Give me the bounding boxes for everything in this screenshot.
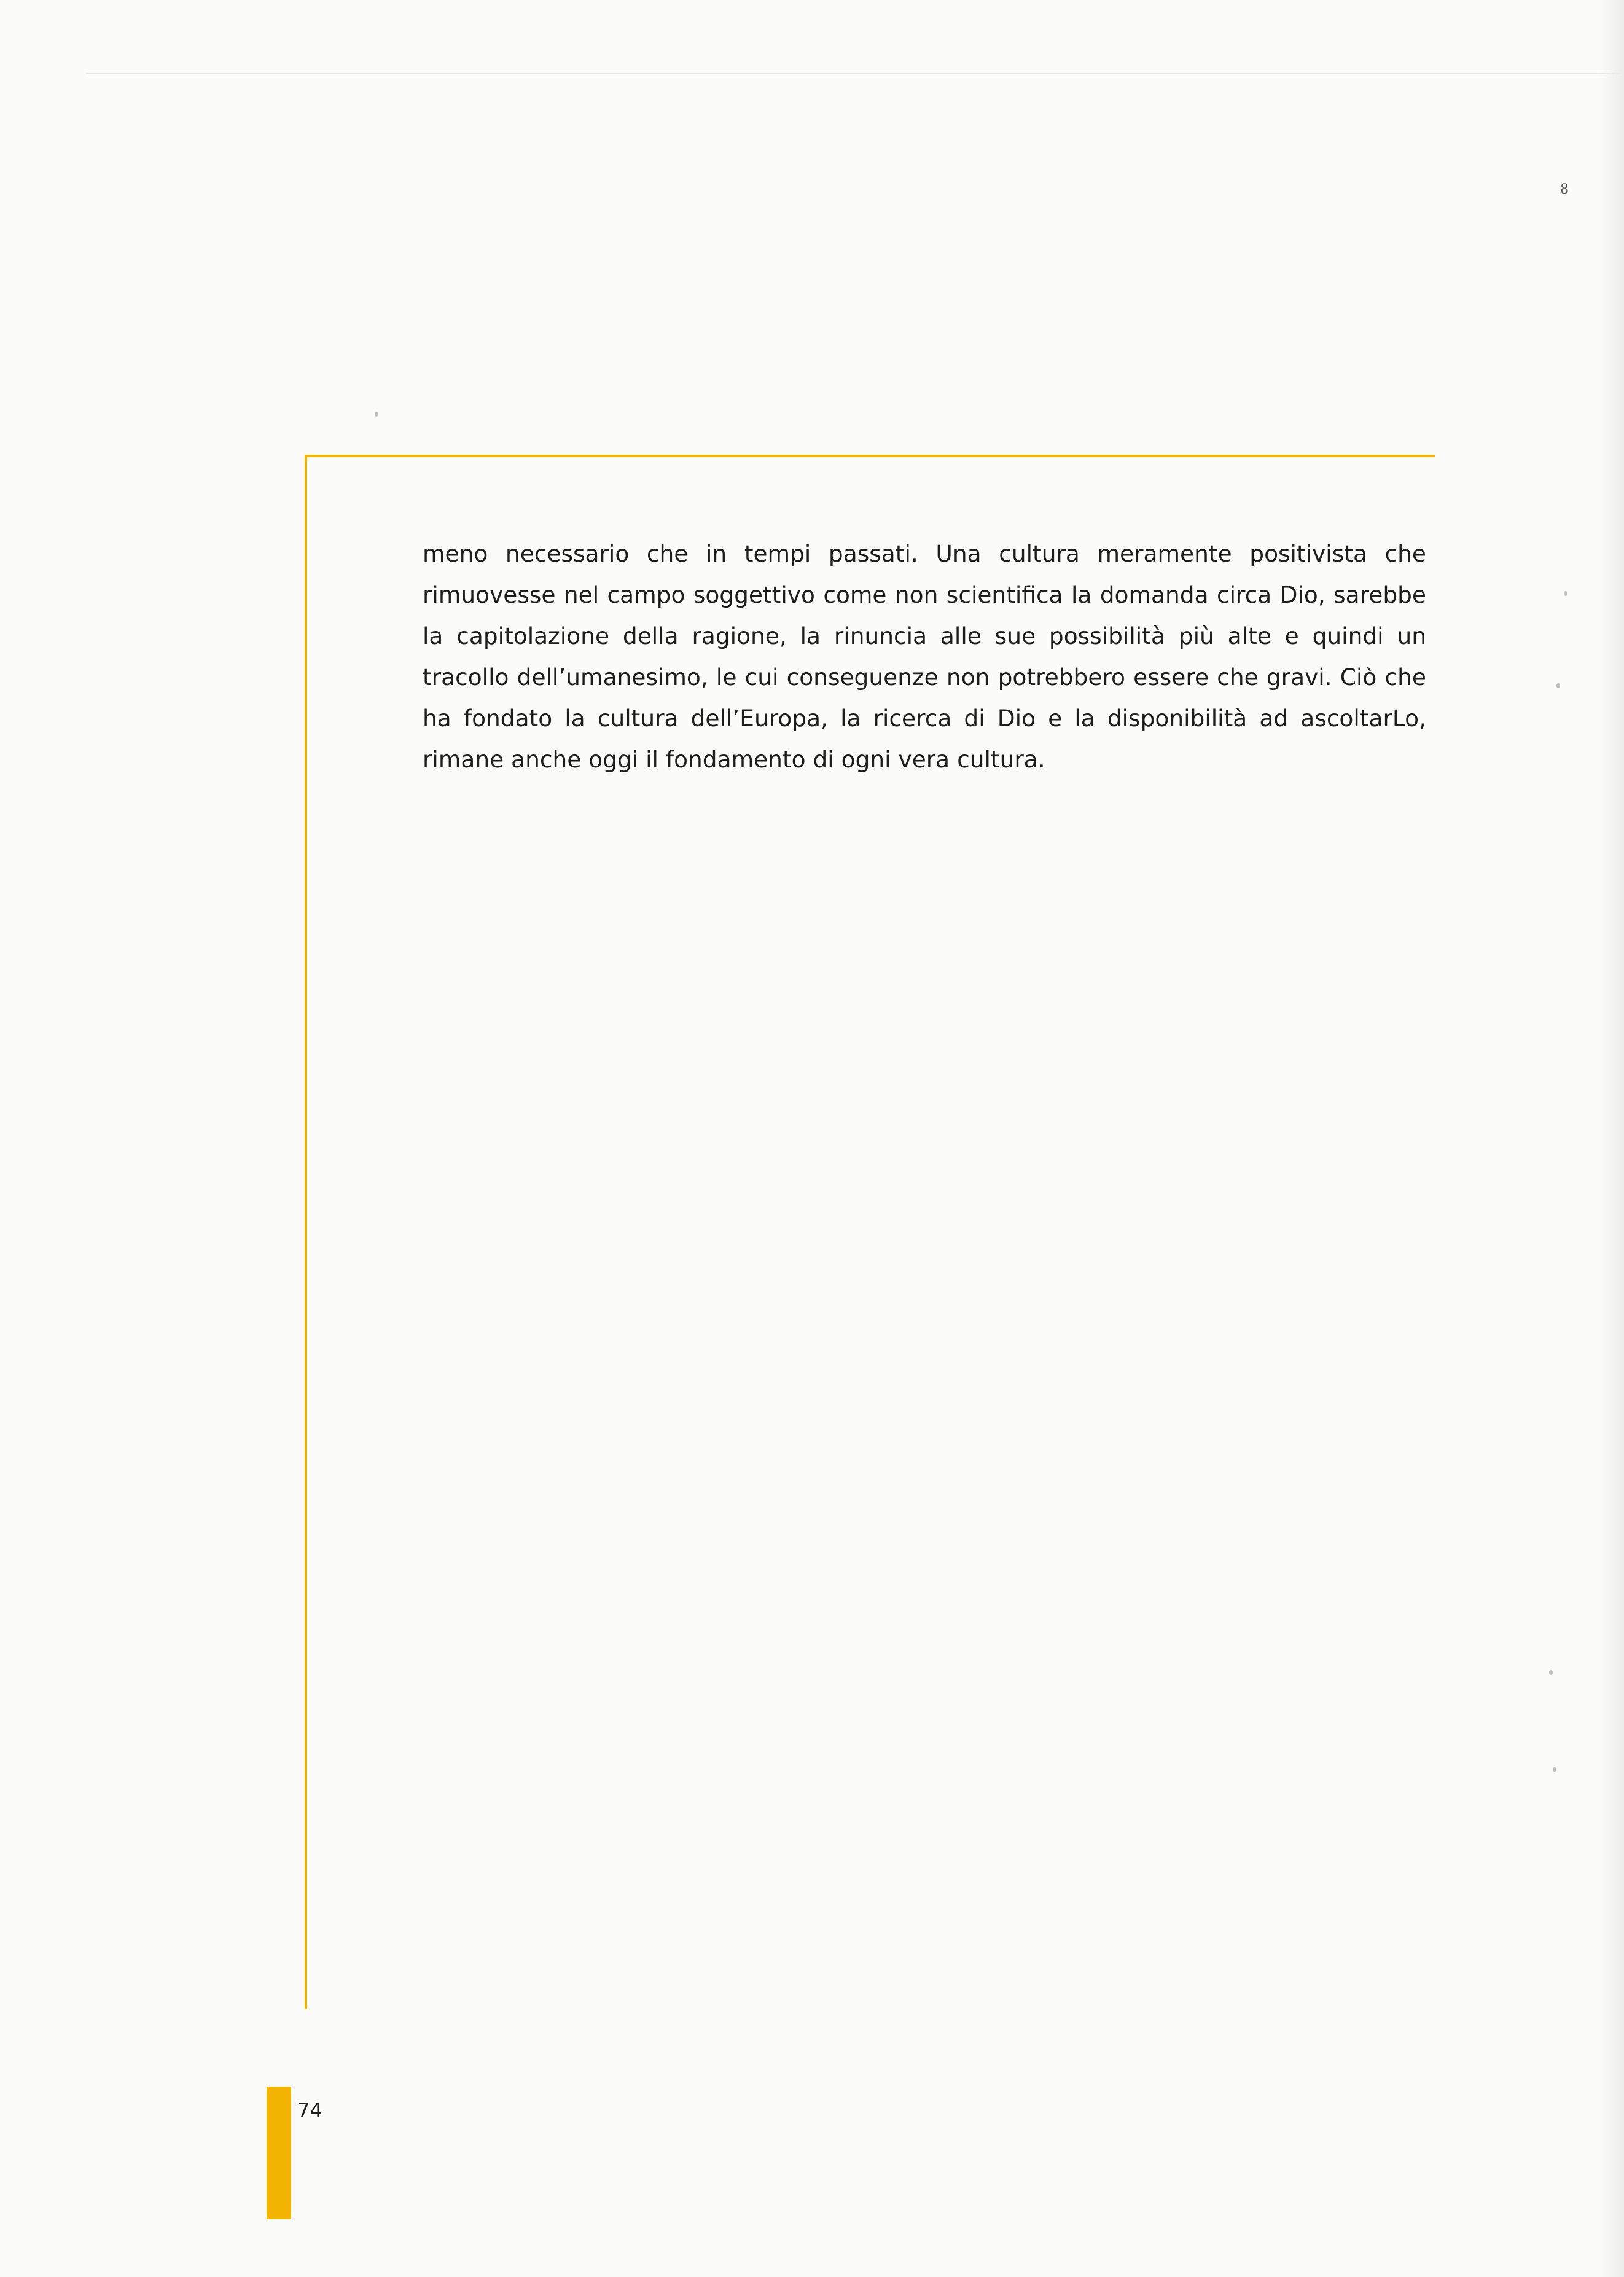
scan-right-edge [1599,0,1624,2277]
margin-page-marker: 8 [1560,182,1569,197]
scan-speck [1549,1670,1553,1675]
page-number: 74 [297,2099,322,2122]
scan-speck [1556,683,1560,688]
scan-speck [1564,591,1567,596]
scan-top-edge [86,73,1622,74]
body-paragraph: meno necessario che in tempi passati. Una cultura meramente positivista che rimuovesse nel campo soggettivo come non scientifica la domanda circa Dio, sarebbe la capitolazione della ragione, la rinuncia alle sue possibilità più alte e quindi un tracollo dell’umanesimo, le cui conseguenze non potrebbero essere che gravi. Ciò che ha fondato la cultura dell’Europa, la ricerca di Dio e la disponibilità ad ascoltarLo, rimane anche oggi il fondamento di ogni vera cultura. [423,540,1426,773]
folio-accent-bar [267,2087,291,2219]
scan-speck [375,412,378,417]
scan-speck [1553,1767,1556,1772]
